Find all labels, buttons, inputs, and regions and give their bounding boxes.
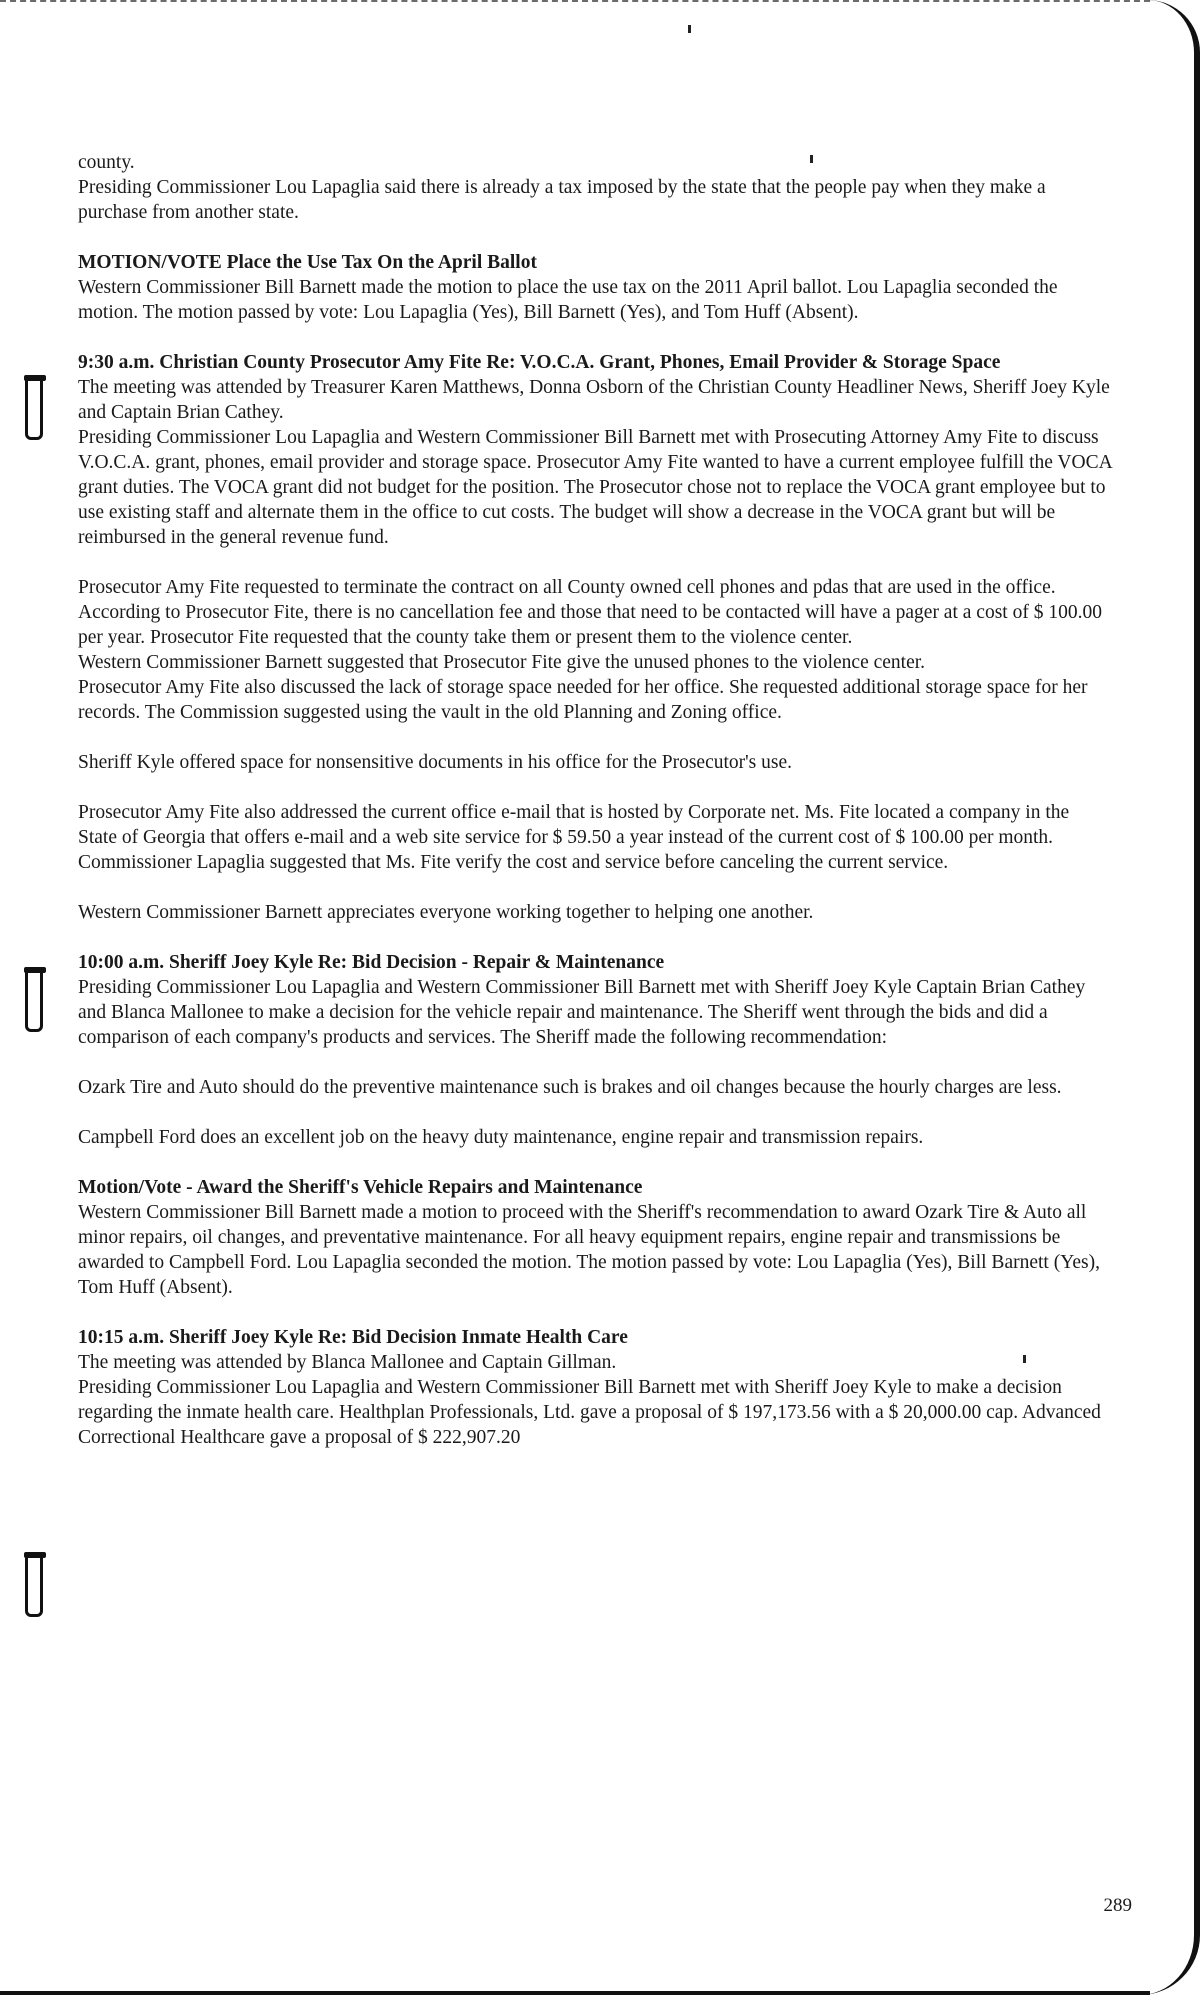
section-heading: 10:00 a.m. Sheriff Joey Kyle Re: Bid Decision - Repair & Maintenance bbox=[78, 952, 665, 973]
body-paragraph: Western Commissioner Bill Barnett made the motion to place the use tax on the 2011 April ballot. Lou Lapaglia seconded the motion. The motion passed by vote: Lou Lapaglia (Yes), Bill Barnett (Yes), and Tom Huff (Absent). bbox=[78, 277, 1058, 323]
page-number: 289 bbox=[1103, 1895, 1132, 1916]
paragraph-gap bbox=[78, 325, 1113, 350]
paragraph-gap bbox=[78, 1300, 1113, 1325]
section-heading: MOTION/VOTE Place the Use Tax On the April Ballot bbox=[78, 252, 537, 273]
body-paragraph: Western Commissioner Barnett appreciates everyone working together to helping one another. bbox=[78, 902, 814, 923]
binder-clip-mark bbox=[25, 1555, 43, 1617]
body-paragraph: Western Commissioner Barnett suggested that Prosecutor Fite give the unused phones to the violence center. bbox=[78, 652, 926, 673]
binder-clip-mark bbox=[25, 378, 43, 440]
body-paragraph: Campbell Ford does an excellent job on the heavy duty maintenance, engine repair and transmission repairs. bbox=[78, 1127, 924, 1148]
paragraph-gap bbox=[78, 925, 1113, 950]
paragraph-gap bbox=[78, 225, 1113, 250]
body-paragraph: Presiding Commissioner Lou Lapaglia and Western Commissioner Bill Barnett met with Sheriff Joey Kyle Captain Brian Cathey and Blanca Mallonee to make a decision for the vehicle repair and maintenance. The Sheriff went through the bids and did a comparison of each company's products and services. The Sheriff made the following recommendation: bbox=[78, 977, 1086, 1048]
body-paragraph: Western Commissioner Bill Barnett made a motion to proceed with the Sheriff's recommendation to award Ozark Tire & Auto all minor repairs, oil changes, and preventative maintenance. For all heavy equipment repairs, engine repair and transmissions be awarded to Campbell Ford. Lou Lapaglia seconded the motion. The motion passed by vote: Lou Lapaglia (Yes), Bill Barnett (Yes), Tom Huff (Absent). bbox=[78, 1202, 1100, 1298]
paragraph-gap bbox=[78, 725, 1113, 750]
body-paragraph: Prosecutor Amy Fite also discussed the lack of storage space needed for her office. She requested additional storage space for her records. The Commission suggested using the vault in the old Planning and Zoning office. bbox=[78, 677, 1088, 723]
section-heading: 9:30 a.m. Christian County Prosecutor Amy Fite Re: V.O.C.A. Grant, Phones, Email Provider & Storage Space bbox=[78, 352, 1001, 373]
page-right-edge bbox=[1140, 0, 1200, 1995]
paragraph-gap bbox=[78, 1050, 1113, 1075]
body-paragraph: Prosecutor Amy Fite also addressed the current office e-mail that is hosted by Corporate net. Ms. Fite located a company in the State of Georgia that offers e-mail and a web site service for $ 59.50 a year instead of the current cost of $ 100.00 per month. bbox=[78, 802, 1070, 848]
document-body bbox=[78, 150, 1113, 1450]
body-paragraph: The meeting was attended by Treasurer Karen Matthews, Donna Osborn of the Christian County Headliner News, Sheriff Joey Kyle and Captain Brian Cathey. bbox=[78, 377, 1110, 423]
paragraph-gap bbox=[78, 875, 1113, 900]
body-paragraph: Commissioner Lapaglia suggested that Ms. Fite verify the cost and service before canceling the current service. bbox=[78, 852, 949, 873]
paragraph-gap bbox=[78, 1100, 1113, 1125]
body-paragraph: Ozark Tire and Auto should do the preventive maintenance such is brakes and oil changes because the hourly charges are less. bbox=[78, 1077, 1062, 1098]
page-top-edge bbox=[0, 0, 1150, 8]
body-paragraph: Prosecutor Amy Fite requested to terminate the contract on all County owned cell phones and pdas that are used in the office. According to Prosecutor Fite, there is no cancellation fee and those that need to be contacted will have a pager at a cost of $ 100.00 per year. Prosecutor Fite requested that the county take them or present them to the violence center. bbox=[78, 577, 1102, 648]
section-heading: Motion/Vote - Award the Sheriff's Vehicle Repairs and Maintenance bbox=[78, 1177, 643, 1198]
paragraph-gap bbox=[78, 775, 1113, 800]
paragraph-gap bbox=[78, 1150, 1113, 1175]
body-paragraph: Sheriff Kyle offered space for nonsensitive documents in his office for the Prosecutor's use. bbox=[78, 752, 792, 773]
body-paragraph: Presiding Commissioner Lou Lapaglia and Western Commissioner Bill Barnett met with Sheriff Joey Kyle to make a decision regarding the inmate health care. Healthplan Professionals, Ltd. gave a proposal of $ 197,173.56 with a $ 20,000.00 cap. Advanced Correctional Healthcare gave a proposal of $ 222,907.20 bbox=[78, 1377, 1101, 1448]
binder-clip-mark bbox=[25, 970, 43, 1032]
body-paragraph: county. bbox=[78, 152, 135, 173]
body-paragraph: Presiding Commissioner Lou Lapaglia and Western Commissioner Bill Barnett met with Prosecuting Attorney Amy Fite to discuss V.O.C.A. grant, phones, email provider and storage space. Prosecutor Amy Fite wanted to have a current employee fulfill the VOCA grant duties. The VOCA grant did not budget for the position. The Prosecutor chose not to replace the VOCA grant employee but to use existing staff and alternate them in the office to cut costs. The budget will show a decrease in the VOCA grant but will be reimbursed in the general revenue fund. bbox=[78, 427, 1112, 548]
body-paragraph: The meeting was attended by Blanca Mallonee and Captain Gillman. bbox=[78, 1352, 617, 1373]
page-bottom-edge bbox=[0, 1991, 1150, 1995]
section-heading: 10:15 a.m. Sheriff Joey Kyle Re: Bid Decision Inmate Health Care bbox=[78, 1327, 628, 1348]
body-paragraph: Presiding Commissioner Lou Lapaglia said there is already a tax imposed by the state that the people pay when they make a purchase from another state. bbox=[78, 177, 1046, 223]
scan-speck bbox=[688, 25, 691, 33]
paragraph-gap bbox=[78, 550, 1113, 575]
